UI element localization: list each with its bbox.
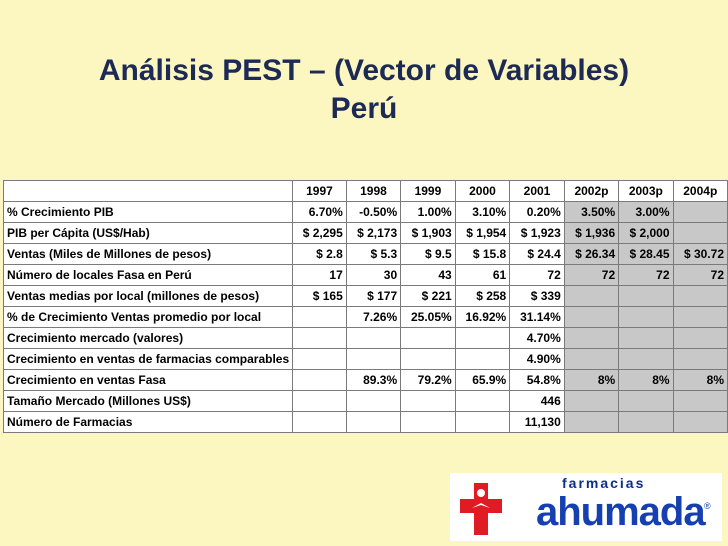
registered-mark: ® [704,501,711,511]
value-cell: 4.90% [510,349,565,370]
table-row [4,391,728,412]
value-cell [455,412,510,433]
value-cell [293,412,347,433]
row-label: Ventas medias por local (millones de pesos) [4,286,293,307]
value-cell [401,328,456,349]
value-cell: 3.50% [564,202,618,223]
value-cell: $ 258 [455,286,510,307]
value-cell [346,412,400,433]
value-cell: 72 [619,265,673,286]
value-cell [673,391,727,412]
slide-title-line-2: Perú [330,92,398,125]
value-cell: 65.9% [455,370,510,391]
slide-title-line-1: Análisis PEST – (Vector de Variables) [98,54,630,87]
value-cell: 25.05% [401,307,456,328]
year-header: 1999 [401,181,456,202]
value-cell [564,391,618,412]
pharmacy-cross-icon [458,481,504,537]
year-header: 1997 [293,181,347,202]
year-header: 2002p [564,181,618,202]
table-row [4,223,728,244]
value-cell: 54.8% [510,370,565,391]
row-label: Número de locales Fasa en Perú [4,265,293,286]
value-cell [673,349,727,370]
value-cell: 17 [293,265,347,286]
year-header: 2003p [619,181,673,202]
value-cell: 16.92% [455,307,510,328]
value-cell [564,349,618,370]
table-row [4,328,728,349]
value-cell [673,307,727,328]
row-label: Número de Farmacias [4,412,293,433]
value-cell: 30 [346,265,400,286]
value-cell [619,328,673,349]
value-cell: $ 1,954 [455,223,510,244]
table-row [4,286,728,307]
value-cell [455,391,510,412]
value-cell: 79.2% [401,370,456,391]
header-blank-cell [4,181,293,202]
value-cell [293,349,347,370]
value-cell: 446 [510,391,565,412]
value-cell: $ 339 [510,286,565,307]
value-cell: 0.20% [510,202,565,223]
year-header: 2004p [673,181,727,202]
value-cell: 1.00% [401,202,456,223]
value-cell: 72 [673,265,727,286]
value-cell: $ 1,923 [510,223,565,244]
value-cell: -0.50% [346,202,400,223]
value-cell: $ 177 [346,286,400,307]
value-cell: $ 15.8 [455,244,510,265]
value-cell: 31.14% [510,307,565,328]
value-cell: 6.70% [293,202,347,223]
row-label: Crecimiento mercado (valores) [4,328,293,349]
value-cell [619,286,673,307]
logo-brand-text: ahumada [536,490,705,534]
table-row [4,244,728,265]
value-cell [293,370,347,391]
value-cell: 72 [510,265,565,286]
value-cell: $ 9.5 [401,244,456,265]
row-label: % Crecimiento PIB [4,202,293,223]
value-cell: 8% [564,370,618,391]
value-cell [619,349,673,370]
value-cell [346,349,400,370]
pest-variables-table [3,180,728,433]
value-cell [619,412,673,433]
value-cell: 8% [673,370,727,391]
value-cell: 61 [455,265,510,286]
value-cell [673,202,727,223]
value-cell [673,412,727,433]
value-cell: $ 1,936 [564,223,618,244]
value-cell: $ 1,903 [401,223,456,244]
value-cell [619,307,673,328]
table-row [4,307,728,328]
value-cell: 8% [619,370,673,391]
value-cell: $ 2.8 [293,244,347,265]
row-label: Tamaño Mercado (Millones US$) [4,391,293,412]
value-cell: $ 26.34 [564,244,618,265]
table-row [4,349,728,370]
value-cell [673,328,727,349]
value-cell [455,328,510,349]
value-cell: 72 [564,265,618,286]
value-cell: 43 [401,265,456,286]
table-row [4,202,728,223]
value-cell [293,328,347,349]
row-label: Crecimiento en ventas Fasa [4,370,293,391]
value-cell [564,286,618,307]
value-cell: $ 2,173 [346,223,400,244]
value-cell [564,307,618,328]
value-cell [401,391,456,412]
year-header: 2000 [455,181,510,202]
value-cell [673,286,727,307]
value-cell: $ 28.45 [619,244,673,265]
value-cell: 89.3% [346,370,400,391]
value-cell [564,328,618,349]
value-cell [564,412,618,433]
value-cell [293,391,347,412]
value-cell [401,412,456,433]
value-cell: $ 221 [401,286,456,307]
value-cell [346,391,400,412]
value-cell [346,328,400,349]
row-label: Ventas (Miles de Millones de pesos) [4,244,293,265]
value-cell: $ 30.72 [673,244,727,265]
value-cell [619,391,673,412]
farmacias-ahumada-logo [450,473,722,541]
year-header: 1998 [346,181,400,202]
value-cell: $ 2,000 [619,223,673,244]
value-cell [401,349,456,370]
value-cell: $ 165 [293,286,347,307]
value-cell: 4.70% [510,328,565,349]
table-row [4,370,728,391]
value-cell: $ 2,295 [293,223,347,244]
value-cell: 7.26% [346,307,400,328]
value-cell: $ 5.3 [346,244,400,265]
row-label: PIB per Cápita (US$/Hab) [4,223,293,244]
table-header-row [4,181,728,202]
value-cell: 3.00% [619,202,673,223]
logo-top-text: farmacias [562,475,646,491]
table-row [4,265,728,286]
slide-title [0,52,728,128]
year-header: 2001 [510,181,565,202]
value-cell [673,223,727,244]
value-cell: 3.10% [455,202,510,223]
row-label: Crecimiento en ventas de farmacias comparables [4,349,293,370]
table-row [4,412,728,433]
value-cell: $ 24.4 [510,244,565,265]
row-label: % de Crecimiento Ventas promedio por local [4,307,293,328]
value-cell [455,349,510,370]
value-cell: 11,130 [510,412,565,433]
value-cell [293,307,347,328]
